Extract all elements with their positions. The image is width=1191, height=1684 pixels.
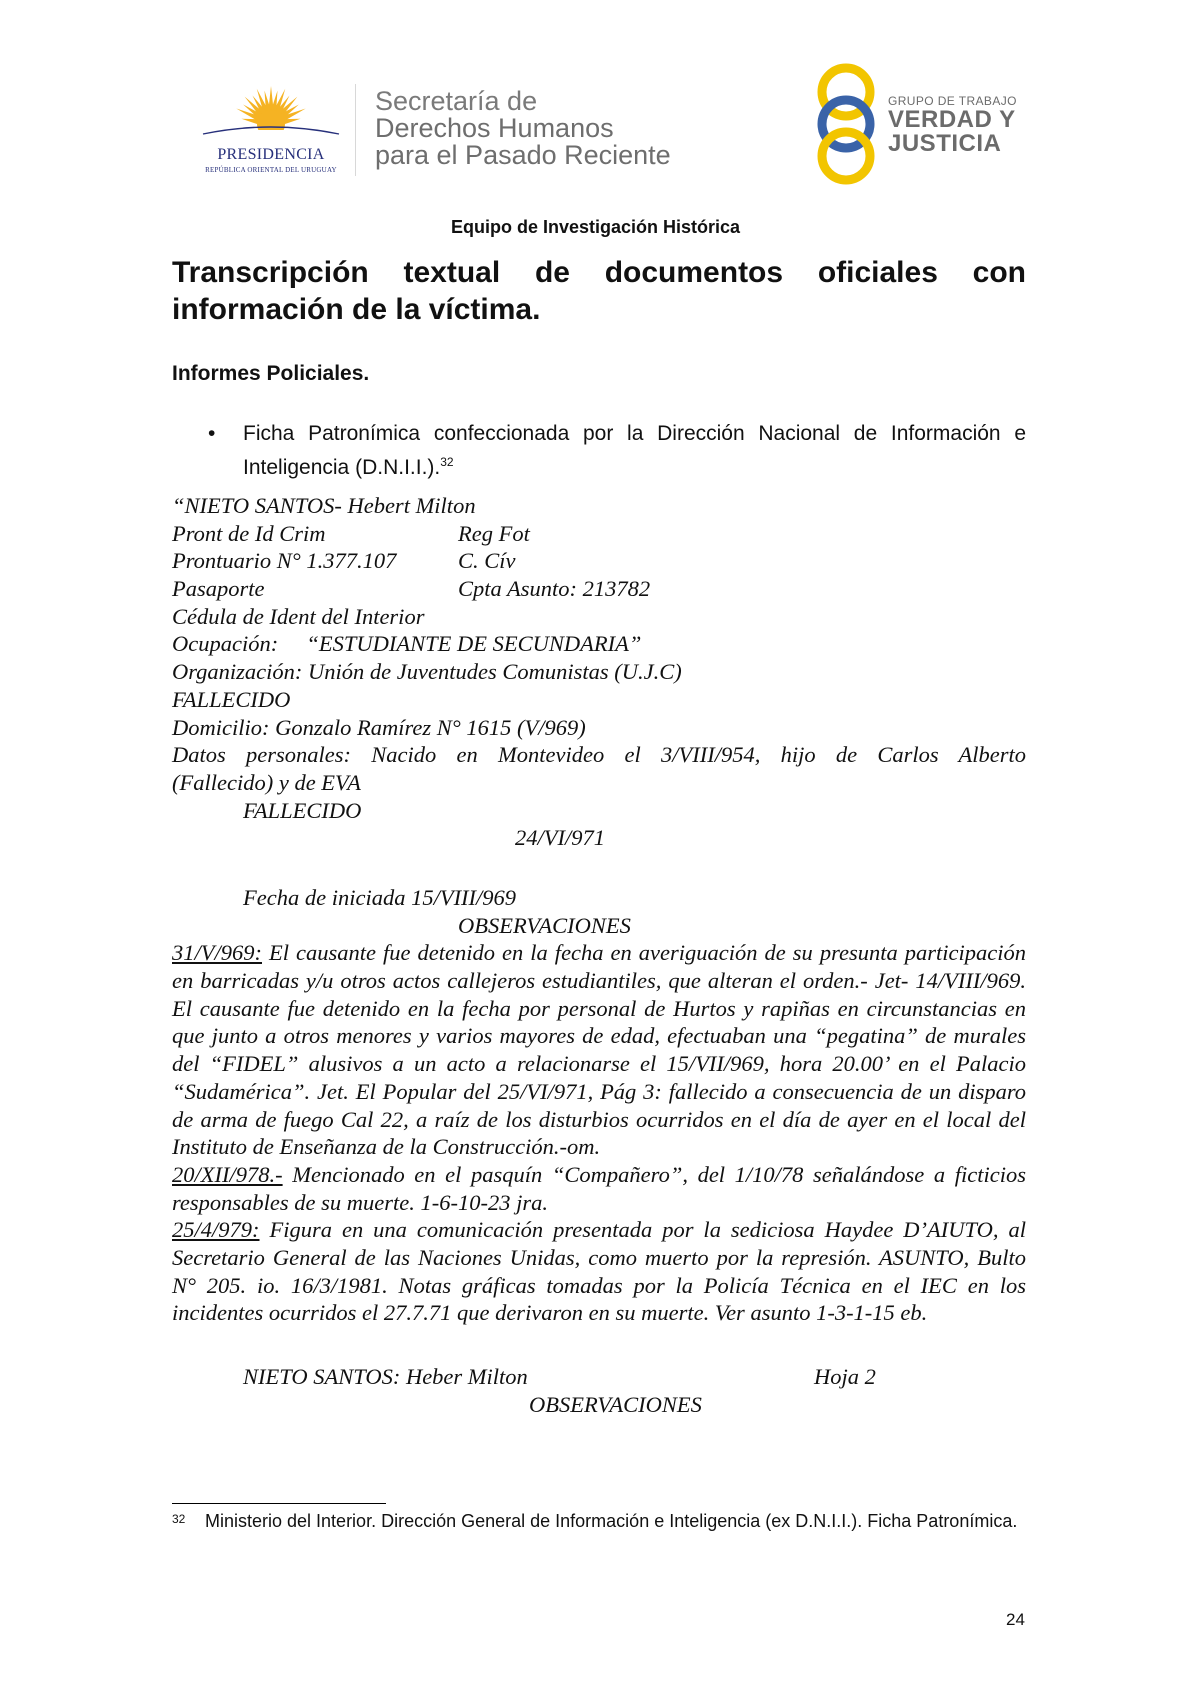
footnote-rule bbox=[172, 1503, 386, 1504]
observation-entry bbox=[172, 1161, 1026, 1216]
record-fecha-iniciada: Fecha de iniciada 15/VIII/969 bbox=[243, 884, 517, 910]
presidencia-subtitle: REPÚBLICA ORIENTAL DEL URUGUAY bbox=[205, 166, 337, 174]
record-field: Reg Fot bbox=[458, 520, 530, 546]
grupo-line3: JUSTICIA bbox=[888, 130, 1002, 157]
record-fallecido: FALLECIDO bbox=[172, 686, 291, 712]
blank-line bbox=[172, 1327, 1026, 1363]
observation-date: 20/XII/978.- bbox=[172, 1161, 283, 1187]
team-name: Equipo de Investigación Histórica bbox=[450, 217, 741, 237]
record-datos-line1: Datos personales: Nacido en Montevideo el 3/VIII/954, hijo de Carlos Alberto bbox=[172, 742, 1026, 768]
bullet-symbol: • bbox=[208, 422, 216, 445]
record-fallecido-2: FALLECIDO bbox=[243, 797, 362, 823]
observation-entry bbox=[172, 1216, 1026, 1327]
secretaria-line3: para el Pasado Reciente bbox=[375, 140, 671, 170]
transcribed-record bbox=[172, 492, 1026, 1419]
observation-text: Mencionado en el pasquín “Compañero”, del 1/10/78 señalándose a ficticios responsables de su muerte. 1-6-10-23 jra. bbox=[172, 1161, 1026, 1215]
sun-emblem-icon bbox=[196, 84, 346, 148]
record-row bbox=[172, 520, 1026, 548]
record-row bbox=[172, 575, 1026, 603]
record-row bbox=[172, 547, 1026, 575]
record-domicilio: Domicilio: Gonzalo Ramírez N° 1615 (V/969) bbox=[172, 714, 586, 740]
record-field: Cpta Asunto: 213782 bbox=[458, 576, 651, 602]
record-ocupacion: Ocupación: “ESTUDIANTE DE SECUNDARIA” bbox=[172, 631, 642, 657]
page-header bbox=[0, 0, 1191, 200]
footnote bbox=[172, 1510, 1026, 1533]
observation-date: 31/V/969: bbox=[172, 940, 262, 966]
footnote-text: Ministerio del Interior. Dirección General de Información e Inteligencia (ex D.N.I.I.). Ficha Patronímica. bbox=[205, 1511, 1018, 1531]
bullet-item bbox=[172, 420, 1026, 482]
record-name: “NIETO SANTOS- Hebert Milton bbox=[172, 493, 476, 518]
record-cedula: Cédula de Ident del Interior bbox=[172, 603, 425, 629]
record-field: Prontuario N° 1.377.107 bbox=[172, 548, 397, 574]
observation-text: Figura en una comunicación presentada por la sediciosa Haydee D’AIUTO, al Secretario General de las Naciones Unidas, como muerto por la represión. ASUNTO, Bulto N° 205. io. 16/3/1981. Notas gráficas tomadas por la Policía Técnica en el IEC en los incidentes ocurridos el 27.7.71 que derivaron en su muerte. Ver asunto 1-3-1-15 eb. bbox=[172, 1217, 1026, 1326]
sheet-header bbox=[172, 1363, 1026, 1391]
record-field: Pront de Id Crim bbox=[172, 520, 326, 546]
page-number: 24 bbox=[1006, 1610, 1025, 1629]
sheet-label: Hoja 2 bbox=[814, 1364, 876, 1390]
secretaria-line1: Secretaría de bbox=[375, 86, 538, 116]
section-heading: Informes Policiales. bbox=[172, 362, 370, 385]
observation-date: 25/4/979: bbox=[172, 1217, 260, 1243]
blank-line bbox=[172, 852, 1026, 884]
footnote-ref: 32 bbox=[440, 455, 454, 469]
record-field: Pasaporte bbox=[172, 576, 265, 602]
grupo-logo-text bbox=[888, 95, 1017, 156]
grupo-line1: GRUPO DE TRABAJO bbox=[888, 94, 1017, 108]
sheet-name: NIETO SANTOS: Heber Milton bbox=[243, 1364, 528, 1390]
secretaria-logo-text bbox=[375, 88, 671, 169]
header-divider bbox=[355, 84, 356, 176]
observation-entry bbox=[172, 939, 1026, 1161]
record-datos-line2: (Fallecido) y de EVA bbox=[172, 769, 361, 795]
observaciones-heading-2: OBSERVACIONES bbox=[529, 1391, 702, 1417]
record-fecha-fallecido: 24/VI/971 bbox=[515, 825, 605, 851]
secretaria-line2: Derechos Humanos bbox=[375, 113, 614, 143]
record-organizacion: Organización: Unión de Juventudes Comunistas (U.J.C) bbox=[172, 659, 682, 685]
observation-text: El causante fue detenido en la fecha en averiguación de su presunta participación en barricadas y/u otros actos callejeros estudiantiles, que alteran el orden.- Jet- 14/VIII/969. El causante fue detenido en la fecha por personal de Hurtos y rapiñas en circunstancias en que junto a otros menores y varios mayores de edad, efectuaban una “pegatina” de murales del “FIDEL” alusivos a un acto a relacionarse el 15/VII/969, hora 20.00’ en el Palacio “Sudamérica”. Jet. El Popular del 25/VI/971, Pág 3: fallecido a consecuencia de un disparo de arma de fuego Cal 22, a raíz de los disturbios ocurridos en el día de ayer en el local del Instituto de Enseñanza de la Construcción.-om. bbox=[172, 940, 1026, 1160]
bullet-text-body: Ficha Patronímica confeccionada por la Dirección Nacional de Información e Inteligencia (D.N.I.I.). bbox=[243, 422, 1026, 479]
record-field: C. Cív bbox=[458, 548, 516, 574]
presidencia-name: PRESIDENCIA bbox=[217, 146, 325, 163]
presidencia-logo bbox=[196, 84, 346, 180]
footnote-number: 32 bbox=[172, 1512, 186, 1526]
page-title: Transcripción textual de documentos oficiales con información de la víctima. bbox=[172, 256, 1026, 326]
bullet-text bbox=[243, 420, 1026, 482]
observaciones-heading: OBSERVACIONES bbox=[458, 912, 631, 938]
grupo-line2: VERDAD Y bbox=[888, 106, 1016, 133]
